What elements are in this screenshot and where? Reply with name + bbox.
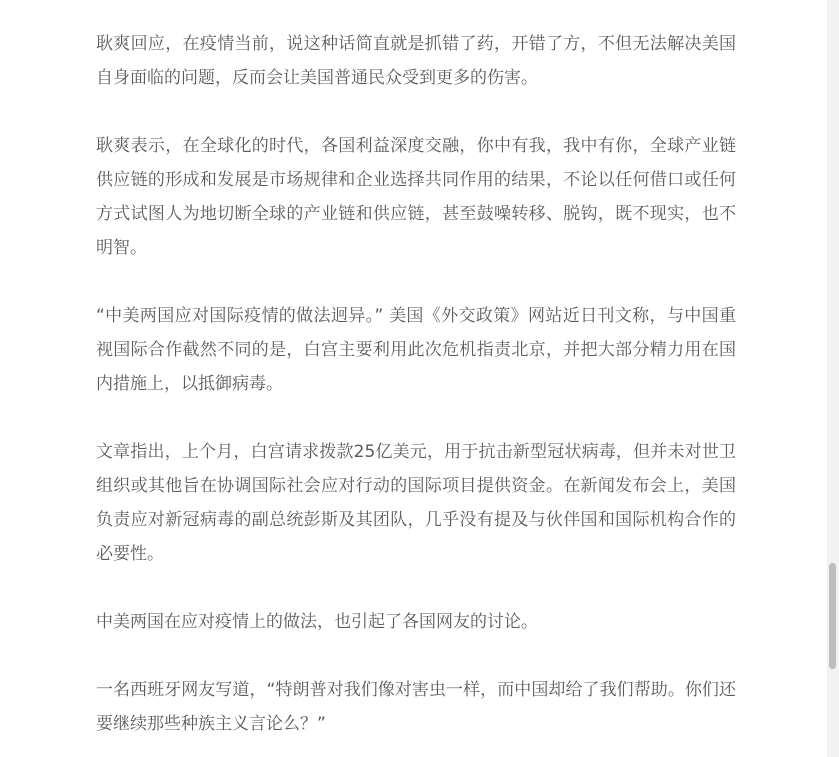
article-paragraph: 耿爽回应，在疫情当前，说这种话简直就是抓错了药，开错了方，不但无法解决美国自身面临的问题，反而会让美国普通民众受到更多的伤害。 bbox=[96, 34, 736, 88]
article-paragraph: 耿爽表示，在全球化的时代，各国利益深度交融，你中有我，我中有你，全球产业链供应链的形成和发展是市场规律和企业选择共同作用的结果，不论以任何借口或任何方式试图人为地切断全球的产业链和供应链，甚至鼓噪转移、脱钩，既不现实，也不明智。 bbox=[96, 136, 736, 258]
article-paragraph: 一名西班牙网友写道，“特朗普对我们像对害虫一样，而中国却给了我们帮助。你们还要继续那些种族主义言论么？” bbox=[96, 680, 736, 734]
article-paragraph: 中美两国在应对疫情上的做法，也引起了各国网友的讨论。 bbox=[96, 612, 538, 632]
vertical-scrollbar[interactable] bbox=[827, 0, 839, 757]
scrollbar-thumb[interactable] bbox=[829, 563, 836, 669]
article-paragraph: “中美两国应对国际疫情的做法迥异。” 美国《外交政策》网站近日刊文称，与中国重视国际合作截然不同的是，白宫主要利用此次危机指责北京，并把大部分精力用在国内措施上，以抵御病毒。 bbox=[96, 306, 736, 394]
article-paragraph: 文章指出，上个月，白宫请求拨款25亿美元，用于抗击新型冠状病毒，但并未对世卫组织或其他旨在协调国际社会应对行动的国际项目提供资金。在新闻发布会上，美国负责应对新冠病毒的副总统彭斯及其团队，几乎没有提及与伙伴国和国际机构合作的必要性。 bbox=[96, 442, 736, 564]
article-body bbox=[96, 27, 736, 757]
